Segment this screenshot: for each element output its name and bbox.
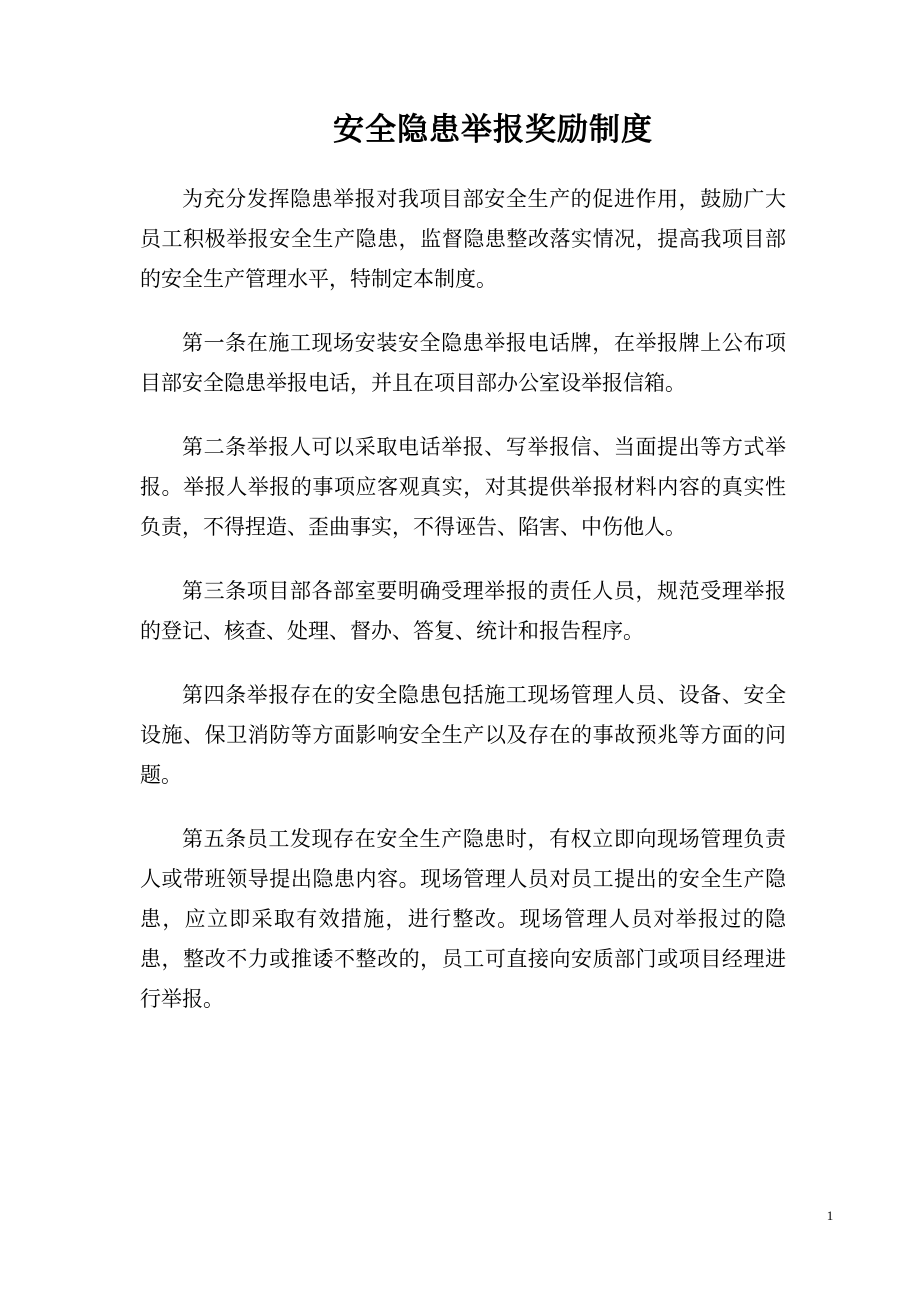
article-3-paragraph: 第三条项目部各部室要明确受理举报的责任人员，规范受理举报的登记、核查、处理、督办、答复、统计和报告程序。 (140, 579, 786, 643)
document-body (140, 179, 786, 1043)
document-title: 安全隐患举报奖励制度 (333, 112, 653, 148)
article-1-paragraph: 第一条在施工现场安装安全隐患举报电话牌，在举报牌上公布项目部安全隐患举报电话，并且在项目部办公室设举报信箱。 (140, 331, 786, 395)
intro-paragraph: 为充分发挥隐患举报对我项目部安全生产的促进作用，鼓励广大员工积极举报安全生产隐患，监督隐患整改落实情况，提高我项目部的安全生产管理水平，特制定本制度。 (140, 187, 786, 291)
page-number: 1 (826, 1208, 834, 1223)
article-5-paragraph: 第五条员工发现存在安全生产隐患时，有权立即向现场管理负责人或带班领导提出隐患内容。现场管理人员对员工提出的安全生产隐患，应立即采取有效措施，进行整改。现场管理人员对举报过的隐患，整改不力或推诿不整改的，员工可直接向安质部门或项目经理进行举报。 (140, 827, 786, 1011)
article-4-paragraph: 第四条举报存在的安全隐患包括施工现场管理人员、设备、安全设施、保卫消防等方面影响安全生产以及存在的事故预兆等方面的问题。 (140, 683, 786, 787)
article-2-paragraph: 第二条举报人可以采取电话举报、写举报信、当面提出等方式举报。举报人举报的事项应客观真实，对其提供举报材料内容的真实性负责，不得捏造、歪曲事实，不得诬告、陷害、中伤他人。 (140, 435, 786, 539)
